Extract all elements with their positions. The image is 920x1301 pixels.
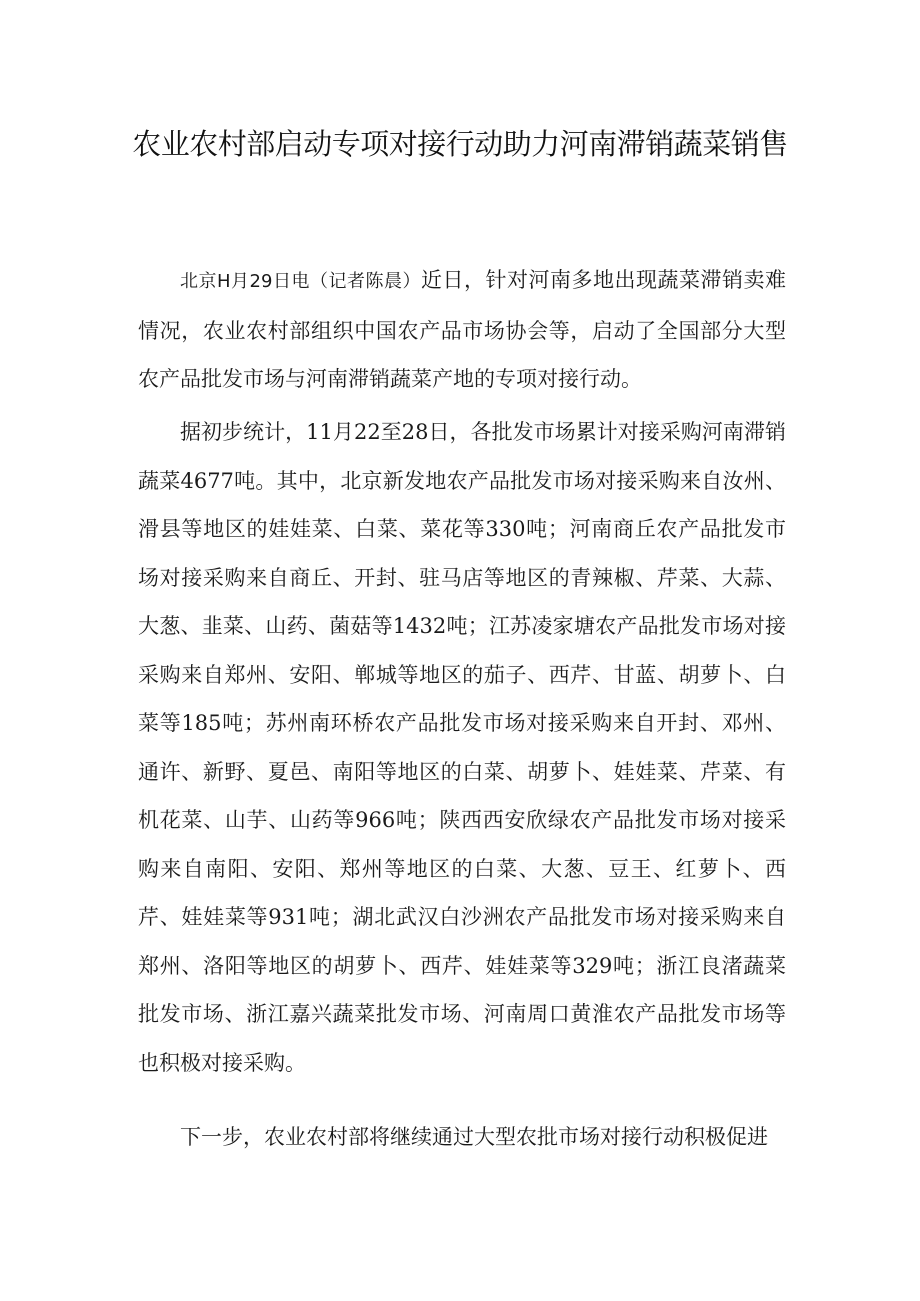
dateline: 北京H月29日电（记者陈晨） [180, 271, 421, 292]
paragraph-dateline-intro [138, 256, 786, 404]
paragraph-next-step: 下一步，农业农村部将继续通过大型农批市场对接行动积极促进 [180, 1125, 768, 1149]
article-title: 农业农村部启动专项对接行动助力河南滞销蔬菜销售 [132, 127, 788, 161]
paragraph-statistics: 据初步统计，11月22至28日，各批发市场累计对接采购河南滞销蔬菜4677吨。其中，北京新发地农产品批发市场对接采购来自汝州、滑县等地区的娃娃菜、白菜、菜花等330吨；河南商丘农产品批发市场对接采购来自商丘、开封、驻马店等地区的青辣椒、芹菜、大蒜、大葱、韭菜、山药、菌菇等1432吨；江苏凌家塘农产品批发市场对接采购来自郑州、安阳、郸城等地区的茄子、西芹、甘蓝、胡萝卜、白菜等185吨；苏州南环桥农产品批发市场对接采购来自开封、邓州、通许、新野、夏邑、南阳等地区的白菜、胡萝卜、娃娃菜、芹菜、有机花菜、山芋、山药等966吨；陕西西安欣绿农产品批发市场对接采购来自南阳、安阳、郑州等地区的白菜、大葱、豆王、红萝卜、西芹、娃娃菜等931吨；湖北武汉白沙洲农产品批发市场对接采购来自郑州、洛阳等地区的胡萝卜、西芹、娃娃菜等329吨；浙江良渚蔬菜批发市场、浙江嘉兴蔬菜批发市场、河南周口黄淮农产品批发市场等也积极对接采购。 [138, 420, 786, 1075]
paragraph-1-text: 近日，针对河南多地出现蔬菜滞销卖难情况，农业农村部组织中国农产品市场协会等，启动了全国部分大型农产品批发市场与河南滞销蔬菜产地的专项对接行动。 [138, 268, 786, 391]
